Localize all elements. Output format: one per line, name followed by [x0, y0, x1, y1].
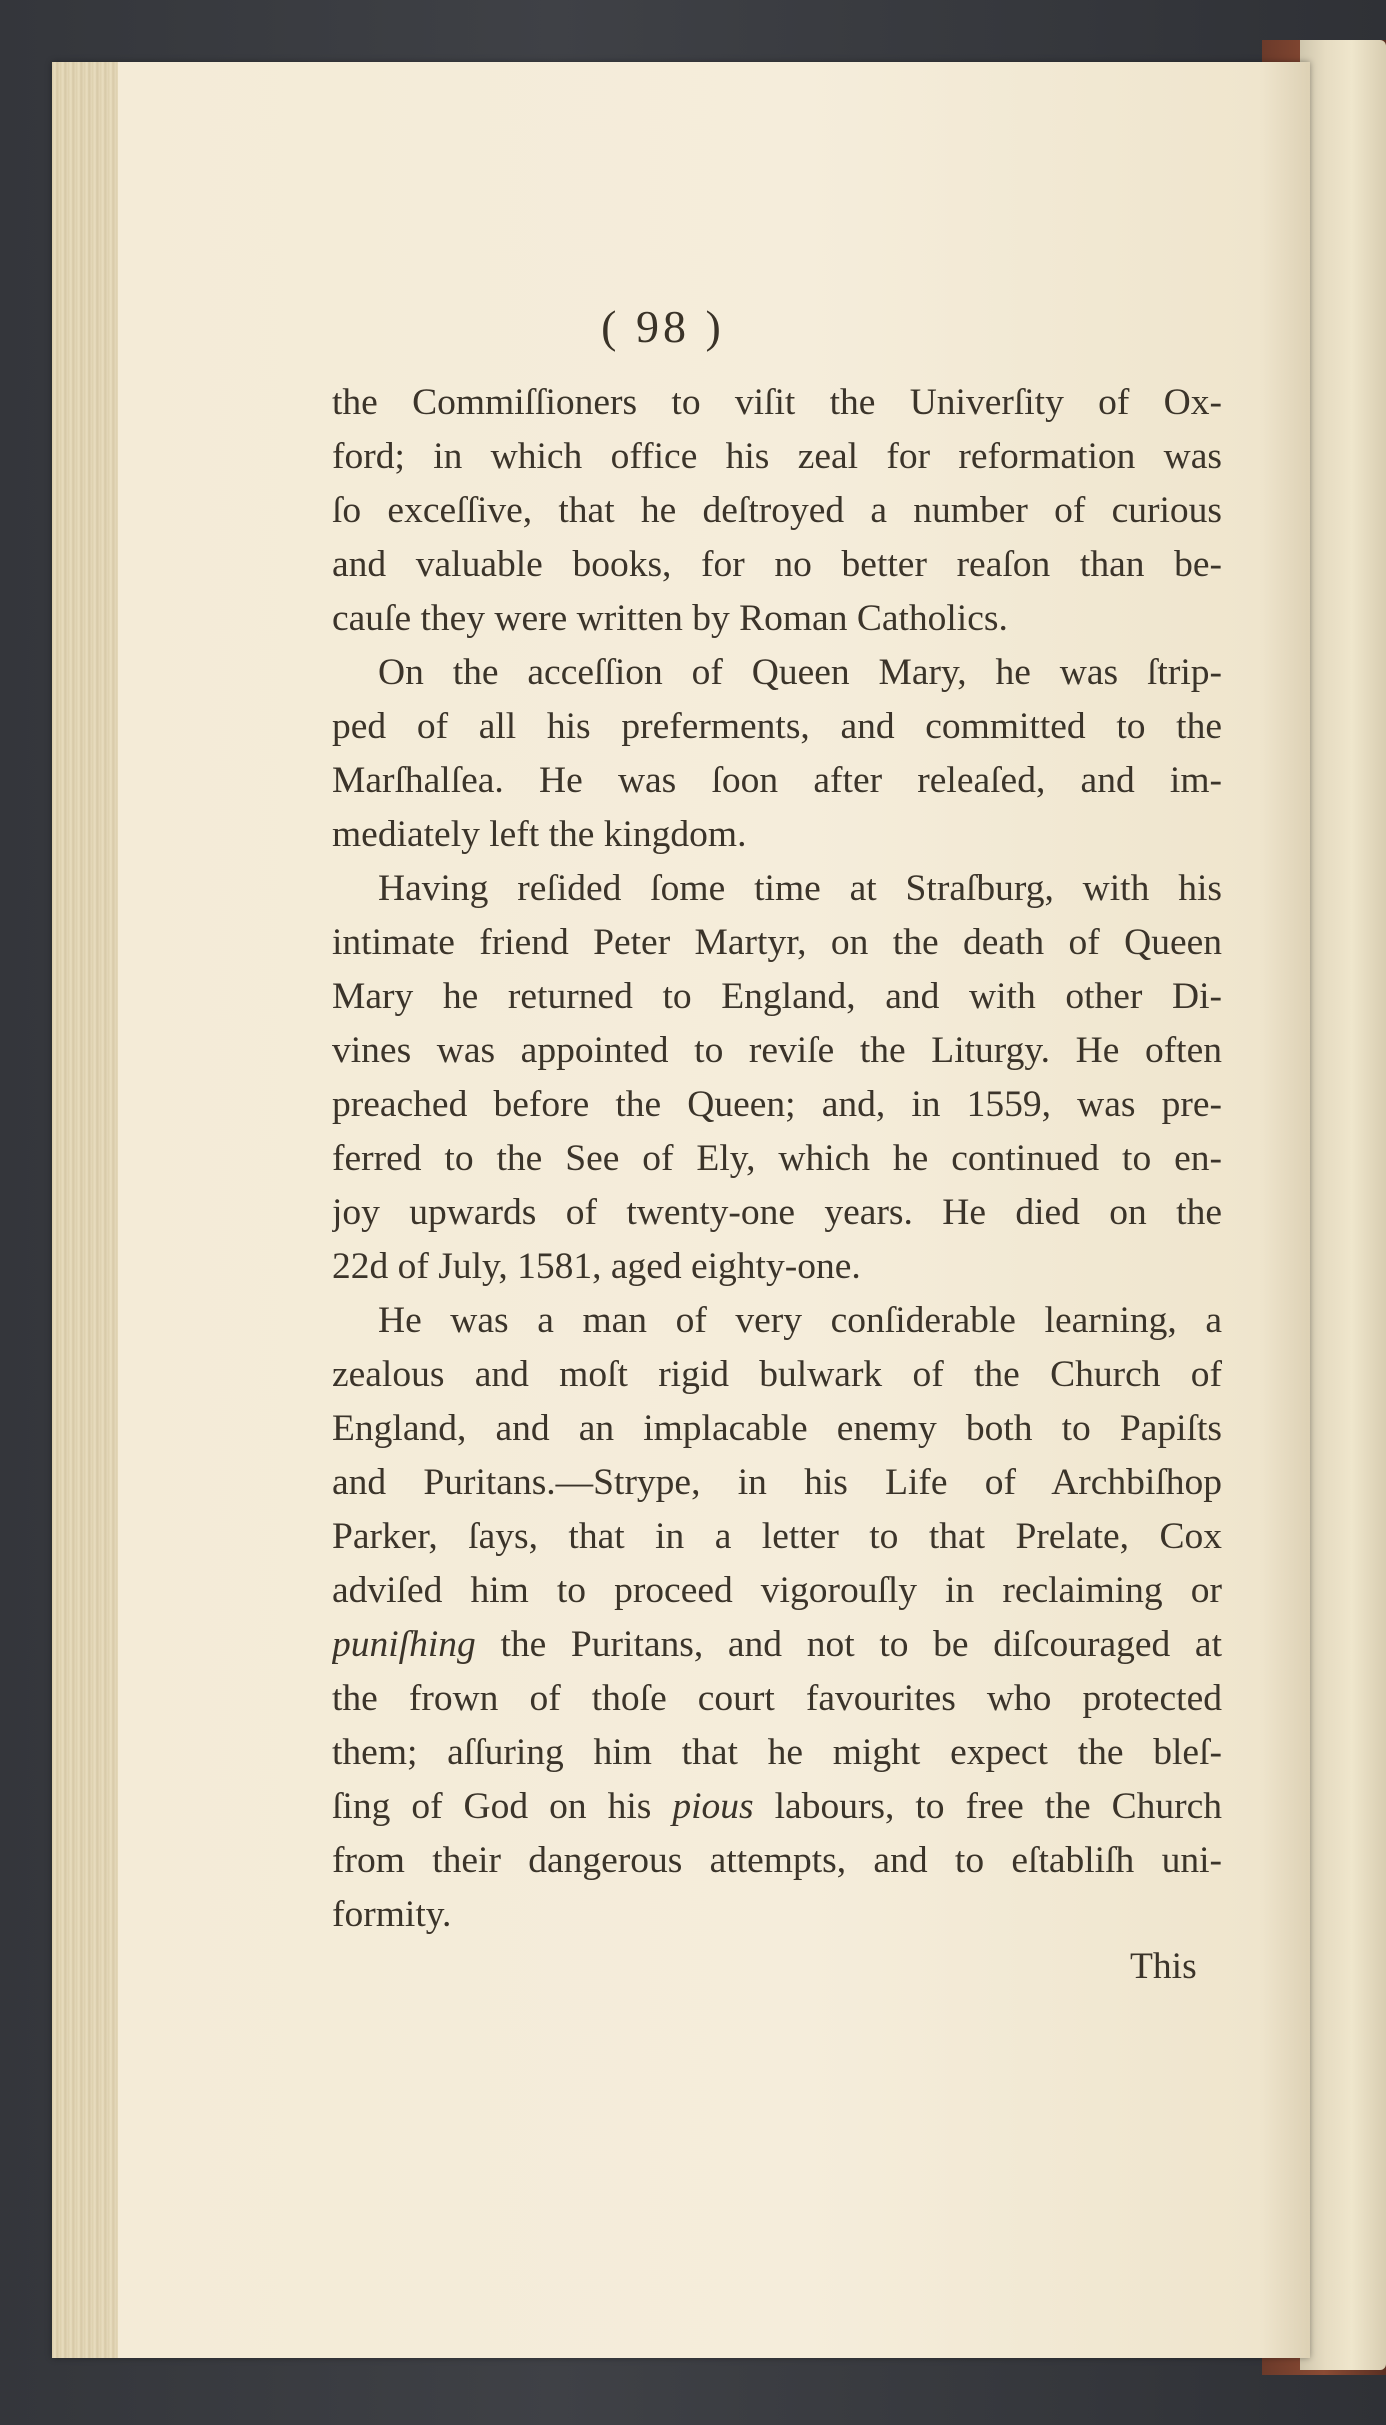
catchword: This [1130, 1946, 1197, 1987]
text-line: ford; in which office his zeal for reformation was [332, 436, 1222, 477]
text-line: 22d of July, 1581, aged eighty-one. [332, 1246, 861, 1287]
text-line: zealous and moſt rigid bulwark of the Church of [332, 1354, 1222, 1395]
text-line: Marſhalſea. He was ſoon after releaſed, and im- [332, 760, 1222, 801]
text-line: Parker, ſays, that in a letter to that Prelate, Cox [332, 1516, 1222, 1557]
text-line [332, 1780, 1222, 1834]
text-line: the Commiſſioners to viſit the Univerſity of Ox- [332, 382, 1222, 423]
text-line: Mary he returned to England, and with other Di- [332, 976, 1222, 1017]
text-line: them; aſſuring him that he might expect the bleſ- [332, 1732, 1222, 1773]
italic-word: puniſhing [332, 1624, 476, 1665]
text-line: He was a man of very conſiderable learning, a [378, 1300, 1222, 1341]
text-line: Having reſided ſome time at Straſburg, with his [378, 868, 1222, 909]
text-line: preached before the Queen; and, in 1559, was pre- [332, 1084, 1222, 1125]
text-line: adviſed him to proceed vigorouſly in reclaiming or [332, 1570, 1222, 1611]
text-line: England, and an implacable enemy both to Papiſts [332, 1408, 1222, 1449]
italic-word: pious [672, 1786, 754, 1827]
text-line: and Puritans.—Strype, in his Life of Archbiſhop [332, 1462, 1222, 1503]
text-fragment: the Puritans, and not to be diſcouraged at [475, 1624, 1222, 1665]
text-line [332, 1618, 1222, 1672]
page-body-text [332, 376, 1222, 1942]
text-line: cauſe they were written by Roman Catholics. [332, 598, 1008, 639]
text-fragment: ſing of God on his [332, 1786, 673, 1827]
text-line: vines was appointed to reviſe the Liturgy. He often [332, 1030, 1222, 1071]
facing-page-edge [1300, 40, 1386, 2370]
text-line: intimate friend Peter Martyr, on the death of Queen [332, 922, 1222, 963]
text-line: ferred to the See of Ely, which he continued to en- [332, 1138, 1222, 1179]
text-line: the frown of thoſe court favourites who protected [332, 1678, 1222, 1719]
text-line: On the acceſſion of Queen Mary, he was ſtrip- [378, 652, 1222, 693]
text-line: from their dangerous attempts, and to eſtabliſh uni- [332, 1840, 1222, 1881]
text-line: and valuable books, for no better reaſon than be- [332, 544, 1222, 585]
text-line: joy upwards of twenty-one years. He died on the [332, 1192, 1222, 1233]
text-line: mediately left the kingdom. [332, 814, 747, 855]
text-line: ped of all his preferments, and committed to the [332, 706, 1222, 747]
page-stack-edge [52, 62, 118, 2358]
text-line: ſo exceſſive, that he deſtroyed a number of curious [332, 490, 1222, 531]
text-fragment: labours, to free the Church [753, 1786, 1222, 1827]
page-number-header: ( 98 ) [601, 301, 725, 352]
text-line: formity. [332, 1894, 452, 1935]
